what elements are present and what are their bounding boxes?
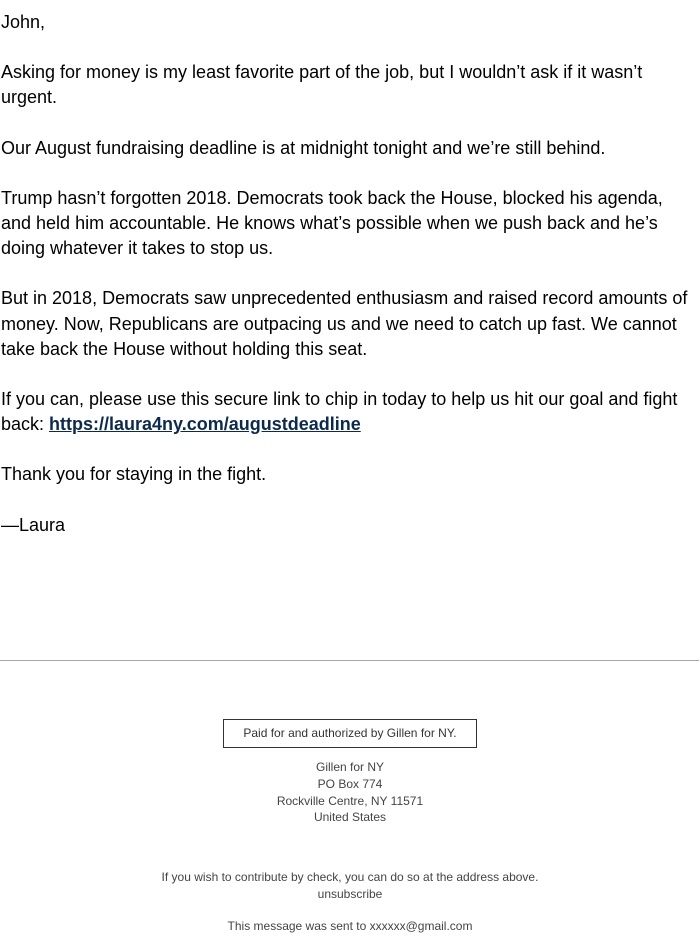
paragraph-trump: Trump hasn’t forgotten 2018. Democrats took back the House, blocked his agenda, and held him accountable. He knows what’s possible when we push back and he’s doing whatever it takes to stop us. <box>1 187 663 259</box>
mailing-address <box>0 759 700 826</box>
paragraph-donate <box>1 387 691 437</box>
closing-line: Thank you for staying in the fight. <box>1 464 267 485</box>
signature: —Laura <box>1 514 66 535</box>
email-body <box>1 10 691 563</box>
paragraph-urgent: Asking for money is my least favorite part of the job, but I wouldn’t ask if it wasn’t urgent. <box>1 62 643 108</box>
paragraph-deadline: Our August fundraising deadline is at midnight tonight and we’re still behind. <box>1 137 606 158</box>
address-country: United States <box>313 810 387 825</box>
donate-link[interactable]: https://laura4ny.com/augustdeadline <box>49 414 361 435</box>
check-contribution-note: If you wish to contribute by check, you can do so at the address above. <box>161 870 539 885</box>
address-po-box: PO Box 774 <box>317 776 383 791</box>
paid-for-disclaimer: Paid for and authorized by Gillen for NY. <box>223 719 476 748</box>
footer <box>0 719 700 935</box>
sent-to-notice: This message was sent to xxxxxx@gmail.com <box>227 919 473 934</box>
footer-divider <box>0 660 699 661</box>
salutation: John, <box>1 12 46 32</box>
address-name: Gillen for NY <box>315 760 385 774</box>
donate-link-prefix: If you can, please use this secure link to chip in today to help us hit our goal and fight back: <box>1 389 678 435</box>
paragraph-2018: But in 2018, Democrats saw unprecedented enthusiasm and raised record amounts of money. Now, Republicans are outpacing us and we need to catch up fast. We cannot take back the House without holding this seat. <box>1 288 688 359</box>
address-city: Rockville Centre, NY 11571 <box>276 793 424 808</box>
unsubscribe-link[interactable]: unsubscribe <box>317 887 383 902</box>
